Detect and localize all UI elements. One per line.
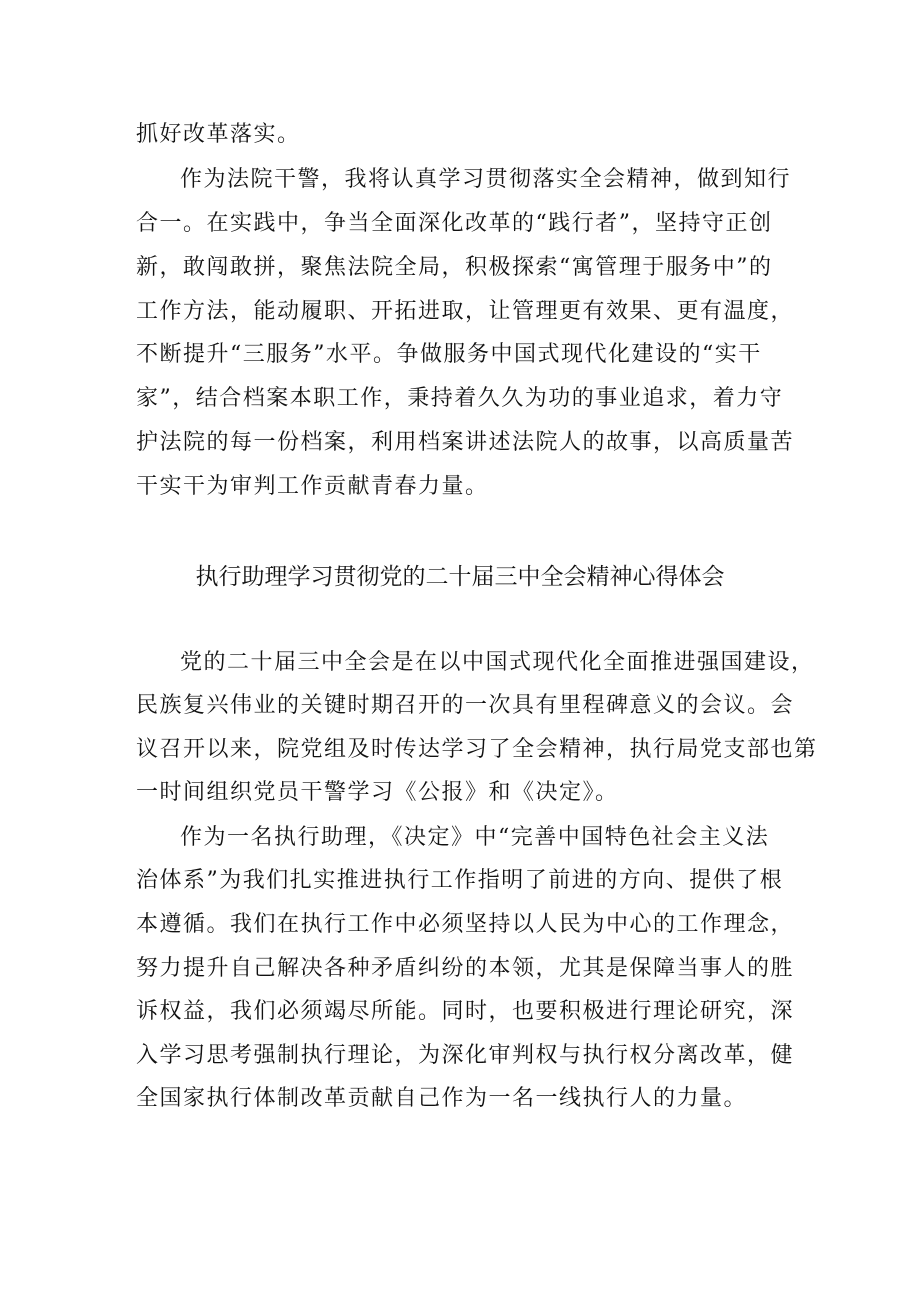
body-line: 努力提升自己解决各种矛盾纠纷的本领，尤其是保障当事人的胜 bbox=[136, 956, 795, 981]
body-line: 民族复兴伟业的关键时期召开的一次具有里程碑意义的会议。会 bbox=[136, 693, 795, 718]
body-line: 干实干为审判工作贡献青春力量。 bbox=[136, 474, 489, 499]
body-line: 党的二十届三中全会是在以中国式现代化全面推进强国建设， bbox=[180, 650, 815, 675]
body-line: 作为法院干警，我将认真学习贯彻落实全会精神，做到知行 bbox=[180, 167, 792, 192]
body-line: 合一。在实践中，争当全面深化改革的“践行者”，坚持守正创 bbox=[136, 211, 773, 236]
body-line: 全国家执行体制改革贡献自己作为一名一线执行人的力量。 bbox=[136, 1086, 748, 1111]
body-line: 治体系”为我们扎实推进执行工作指明了前进的方向、提供了根 bbox=[136, 868, 784, 893]
body-line: 诉权益，我们必须竭尽所能。同时，也要积极进行理论研究，深 bbox=[136, 999, 795, 1024]
body-line: 护法院的每一份档案，利用档案讲述法院人的故事，以高质量苦 bbox=[136, 430, 795, 455]
body-line: 入学习思考强制执行理论，为深化审判权与执行权分离改革，健 bbox=[136, 1043, 795, 1068]
body-line: 不断提升“三服务”水平。争做服务中国式现代化建设的“实干 bbox=[136, 342, 762, 367]
body-line: 工作方法，能动履职、开拓进取，让管理更有效果、更有温度， bbox=[136, 299, 795, 324]
body-line: 家”，结合档案本职工作，秉持着久久为功的事业追求，着力守 bbox=[136, 386, 784, 411]
body-line: 本遵循。我们在执行工作中必须坚持以人民为中心的工作理念， bbox=[136, 912, 795, 937]
article-title: 执行助理学习贯彻党的二十届三中全会精神心得体会 bbox=[195, 564, 725, 590]
body-line: 作为一名执行助理，《决定》中“完善中国特色社会主义法 bbox=[180, 825, 770, 850]
body-line: 议召开以来，院党组及时传达学习了全会精神，执行局党支部也第 bbox=[136, 737, 818, 762]
body-line: 抓好改革落实。 bbox=[136, 122, 301, 147]
body-line: 新，敢闯敢拼，聚焦法院全局，积极探索“寓管理于服务中”的 bbox=[136, 255, 773, 280]
body-line: 一时间组织党员干警学习《公报》和《决定》。 bbox=[136, 780, 619, 805]
